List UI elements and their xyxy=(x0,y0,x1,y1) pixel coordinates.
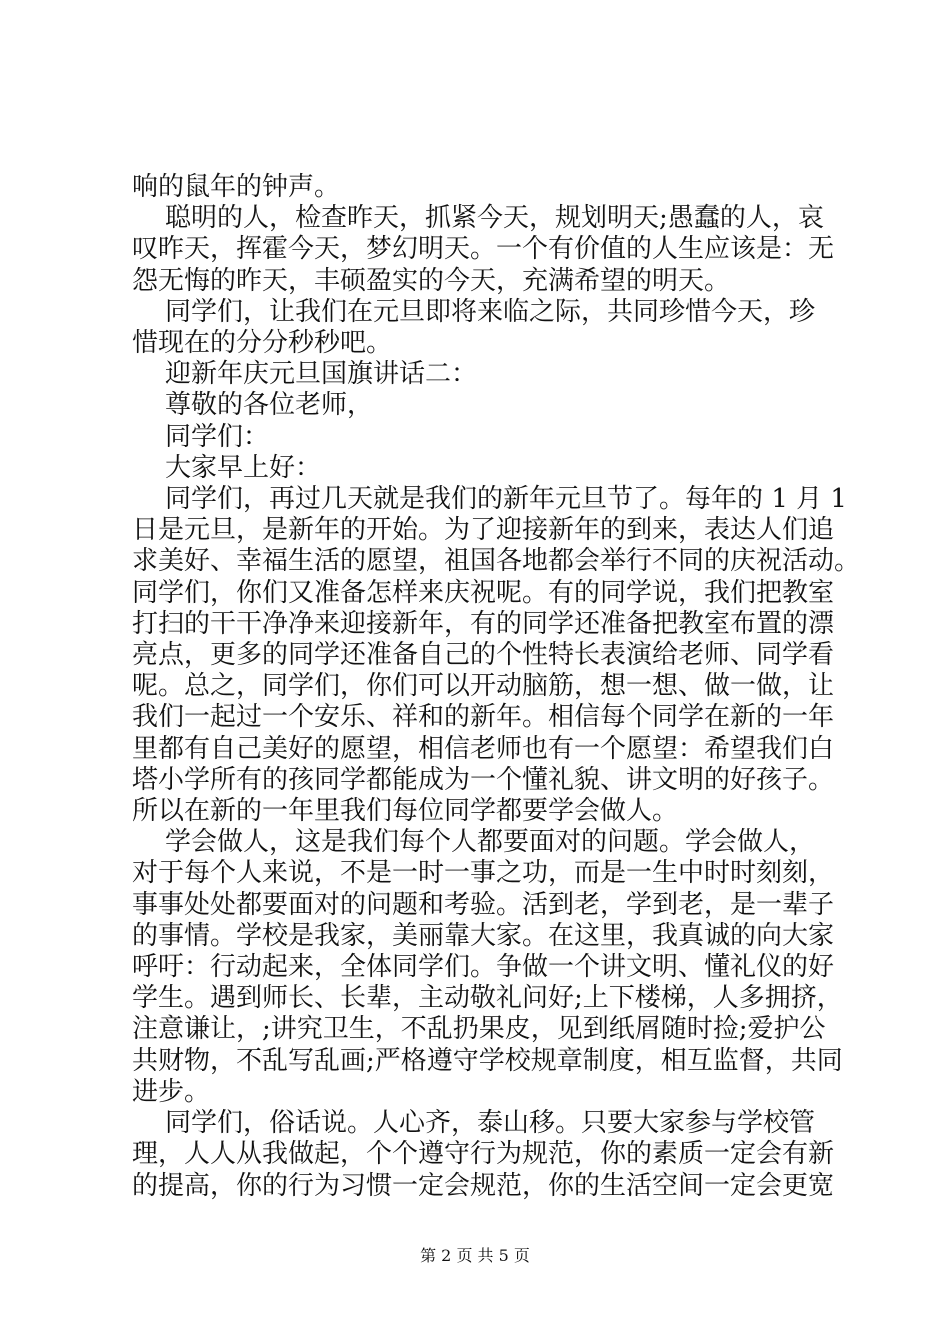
text-line: 的事情。学校是我家，美丽靠大家。在这里，我真诚的向大家 xyxy=(132,920,835,951)
text-line: 日是元旦，是新年的开始。为了迎接新年的到来，表达人们追 xyxy=(132,515,835,546)
text-line: 共财物，不乱写乱画;严格遵守学校规章制度，相互监督，共同 xyxy=(132,1045,843,1076)
salutation: 尊敬的各位老师， xyxy=(132,390,374,421)
text-line: 所以在新的一年里我们每位同学都要学会做人。 xyxy=(132,796,679,827)
text-line: 同学们，让我们在元旦即将来临之际，共同珍惜今天，珍 xyxy=(132,296,816,327)
text-line: 怨无悔的昨天，丰硕盈实的今天，充满希望的明天。 xyxy=(132,265,731,296)
text-line: 惜现在的分分秒秒吧。 xyxy=(132,328,393,359)
text-line: 我们一起过一个安乐、祥和的新年。相信每个同学在新的一年 xyxy=(132,702,835,733)
greeting: 大家早上好： xyxy=(132,452,322,483)
text-line: 亮点，更多的同学还准备自己的个性特长表演给老师、同学看 xyxy=(132,640,835,671)
text-line: 打扫的干干净净来迎接新年，有的同学还准备把教室布置的漂 xyxy=(132,608,835,639)
text-line: 学生。遇到师长、长辈，主动敬礼问好;上下楼梯，人多拥挤， xyxy=(132,983,843,1014)
text-line: 理，人人从我做起，个个遵守行为规范，你的素质一定会有新 xyxy=(132,1139,835,1170)
salutation: 同学们： xyxy=(132,421,270,452)
text-line: 进步。 xyxy=(132,1076,211,1107)
text-line: 里都有自己美好的愿望，相信老师也有一个愿望：希望我们白 xyxy=(132,733,835,764)
text-line: 注意谦让，;讲究卫生，不乱扔果皮，见到纸屑随时捡;爱护公 xyxy=(132,1014,826,1045)
text-line: 求美好、幸福生活的愿望，祖国各地都会举行不同的庆祝活动。 xyxy=(132,546,861,577)
text-line: 对于每个人来说，不是一时一事之功，而是一生中时时刻刻， xyxy=(132,858,835,889)
text-line: 聪明的人，检查昨天，抓紧今天，规划明天;愚蠢的人，哀 xyxy=(132,203,824,234)
text-line: 塔小学所有的孩同学都能成为一个懂礼貌、讲文明的好孩子。 xyxy=(132,764,835,795)
section-heading: 迎新年庆元旦国旗讲话二： xyxy=(132,359,478,390)
page-footer xyxy=(0,1243,950,1266)
text-line: 同学们，你们又准备怎样来庆祝呢。有的同学说，我们把教室 xyxy=(132,577,835,608)
document-body xyxy=(132,172,861,1202)
text-line: 呼吁：行动起来，全体同学们。争做一个讲文明、懂礼仪的好 xyxy=(132,952,835,983)
text-line: 同学们，俗话说。人心齐，泰山移。只要大家参与学校管 xyxy=(132,1108,816,1139)
text-line: 叹昨天，挥霍今天，梦幻明天。一个有价值的人生应该是：无 xyxy=(132,234,835,265)
text-line: 的提高，你的行为习惯一定会规范，你的生活空间一定会更宽 xyxy=(132,1170,835,1201)
text-line: 同学们，再过几天就是我们的新年元旦节了。每年的 1 月 1 xyxy=(132,484,847,515)
text-line: 响的鼠年的钟声。 xyxy=(132,172,341,202)
text-line: 事事处处都要面对的问题和考验。活到老，学到老，是一辈子 xyxy=(132,889,835,920)
text-line: 学会做人，这是我们每个人都要面对的问题。学会做人， xyxy=(132,827,816,858)
page-number: 第 2 页 共 5 页 xyxy=(420,1246,530,1265)
text-line: 呢。总之，同学们，你们可以开动脑筋，想一想、做一做，让 xyxy=(132,671,835,702)
